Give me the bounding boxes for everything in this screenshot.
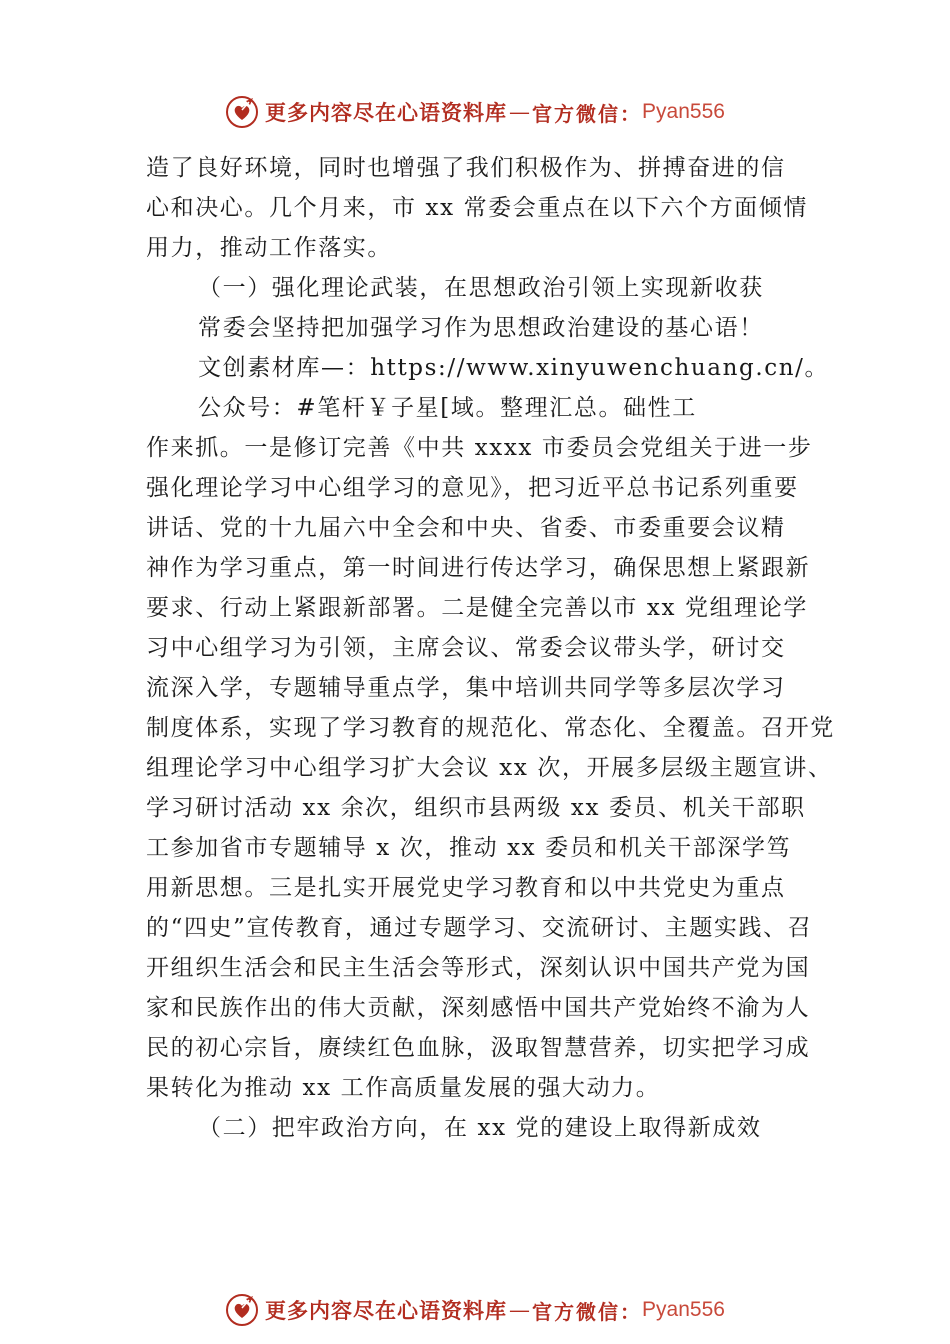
- body-line: 用力，推动工作落实。: [146, 235, 392, 261]
- footer-banner-separator: —: [509, 1298, 531, 1322]
- body-line: 用新思想。三是扎实开展党史学习教育和以中共党史为重点: [146, 875, 786, 901]
- body-line: 心和决心。几个月来，市 xx 常委会重点在以下六个方面倾情: [146, 195, 808, 221]
- header-banner: [0, 92, 950, 132]
- banner-separator: —: [509, 100, 531, 124]
- body-line: 习中心组学习为引领，主席会议、常委会议带头学，研讨交: [146, 635, 786, 661]
- banner-title: 更多内容尽在心语资料库: [265, 100, 508, 125]
- section-heading-2: （二）把牢政治方向，在 xx 党的建设上取得新成效: [198, 1115, 762, 1141]
- body-line: 工参加省市专题辅导 x 次，推动 xx 委员和机关干部深学笃: [146, 835, 792, 861]
- body-line: 家和民族作出的伟大贡献，深刻感悟中国共产党始终不渝为人: [146, 995, 811, 1021]
- body-line: 民的初心宗旨，赓续红色血脉，汲取智慧营养，切实把学习成: [146, 1035, 811, 1061]
- document-body: [146, 148, 835, 1148]
- body-line: 学习研讨活动 xx 余次，组织市县两级 xx 委员、机关干部职: [146, 795, 806, 821]
- body-line: 果转化为推动 xx 工作高质量发展的强大动力。: [146, 1075, 661, 1101]
- body-line: 讲话、党的十九届六中全会和中央、省委、市委重要会议精: [146, 515, 786, 541]
- body-line: 文创素材库—：https://www.xinyuwenchuang.cn/。: [198, 355, 830, 381]
- banner-official-label: 官方微信：: [532, 101, 643, 126]
- body-line: 强化理论学习中心组学习的意见》，把习近平总书记系列重要: [146, 475, 799, 501]
- footer-banner-title: 更多内容尽在心语资料库: [265, 1298, 508, 1323]
- body-line: 造了良好环境，同时也增强了我们积极作为、拼搏奋进的信: [146, 155, 786, 181]
- body-line: 公众号：#笔杆￥子星[域。整理汇总。础性工: [198, 395, 697, 421]
- body-line: 作来抓。一是修订完善《中共 xxxx 市委员会党组关于进一步: [146, 435, 813, 461]
- body-line: 开组织生活会和民主生活会等形式，深刻认识中国共产党为国: [146, 955, 811, 981]
- footer-wechat-id: Pyan556: [642, 1298, 725, 1321]
- body-line: 神作为学习重点，第一时间进行传达学习，确保思想上紧跟新: [146, 555, 811, 581]
- body-line: 常委会坚持把加强学习作为思想政治建设的基心语！: [198, 315, 764, 341]
- footer-official-label: 官方微信：: [532, 1299, 643, 1324]
- body-line: 的“四史”宣传教育，通过专题学习、交流研讨、主题实践、召: [146, 915, 813, 941]
- body-line: 流深入学，专题辅导重点学，集中培训共同学等多层次学习: [146, 675, 786, 701]
- body-line: 制度体系，实现了学习教育的规范化、常态化、全覆盖。召开党: [146, 715, 835, 741]
- body-line: 要求、行动上紧跟新部署。二是健全完善以市 xx 党组理论学: [146, 595, 808, 621]
- body-line: 组理论学习中心组学习扩大会议 xx 次，开展多层级主题宣讲、: [146, 755, 833, 781]
- banner-wechat-id: Pyan556: [642, 100, 725, 123]
- pen-heart-logo-icon: [225, 95, 259, 129]
- footer-banner: [0, 1290, 950, 1330]
- section-heading-1: （一）强化理论武装，在思想政治引领上实现新收获: [198, 275, 764, 301]
- pen-heart-logo-icon: [225, 1293, 259, 1327]
